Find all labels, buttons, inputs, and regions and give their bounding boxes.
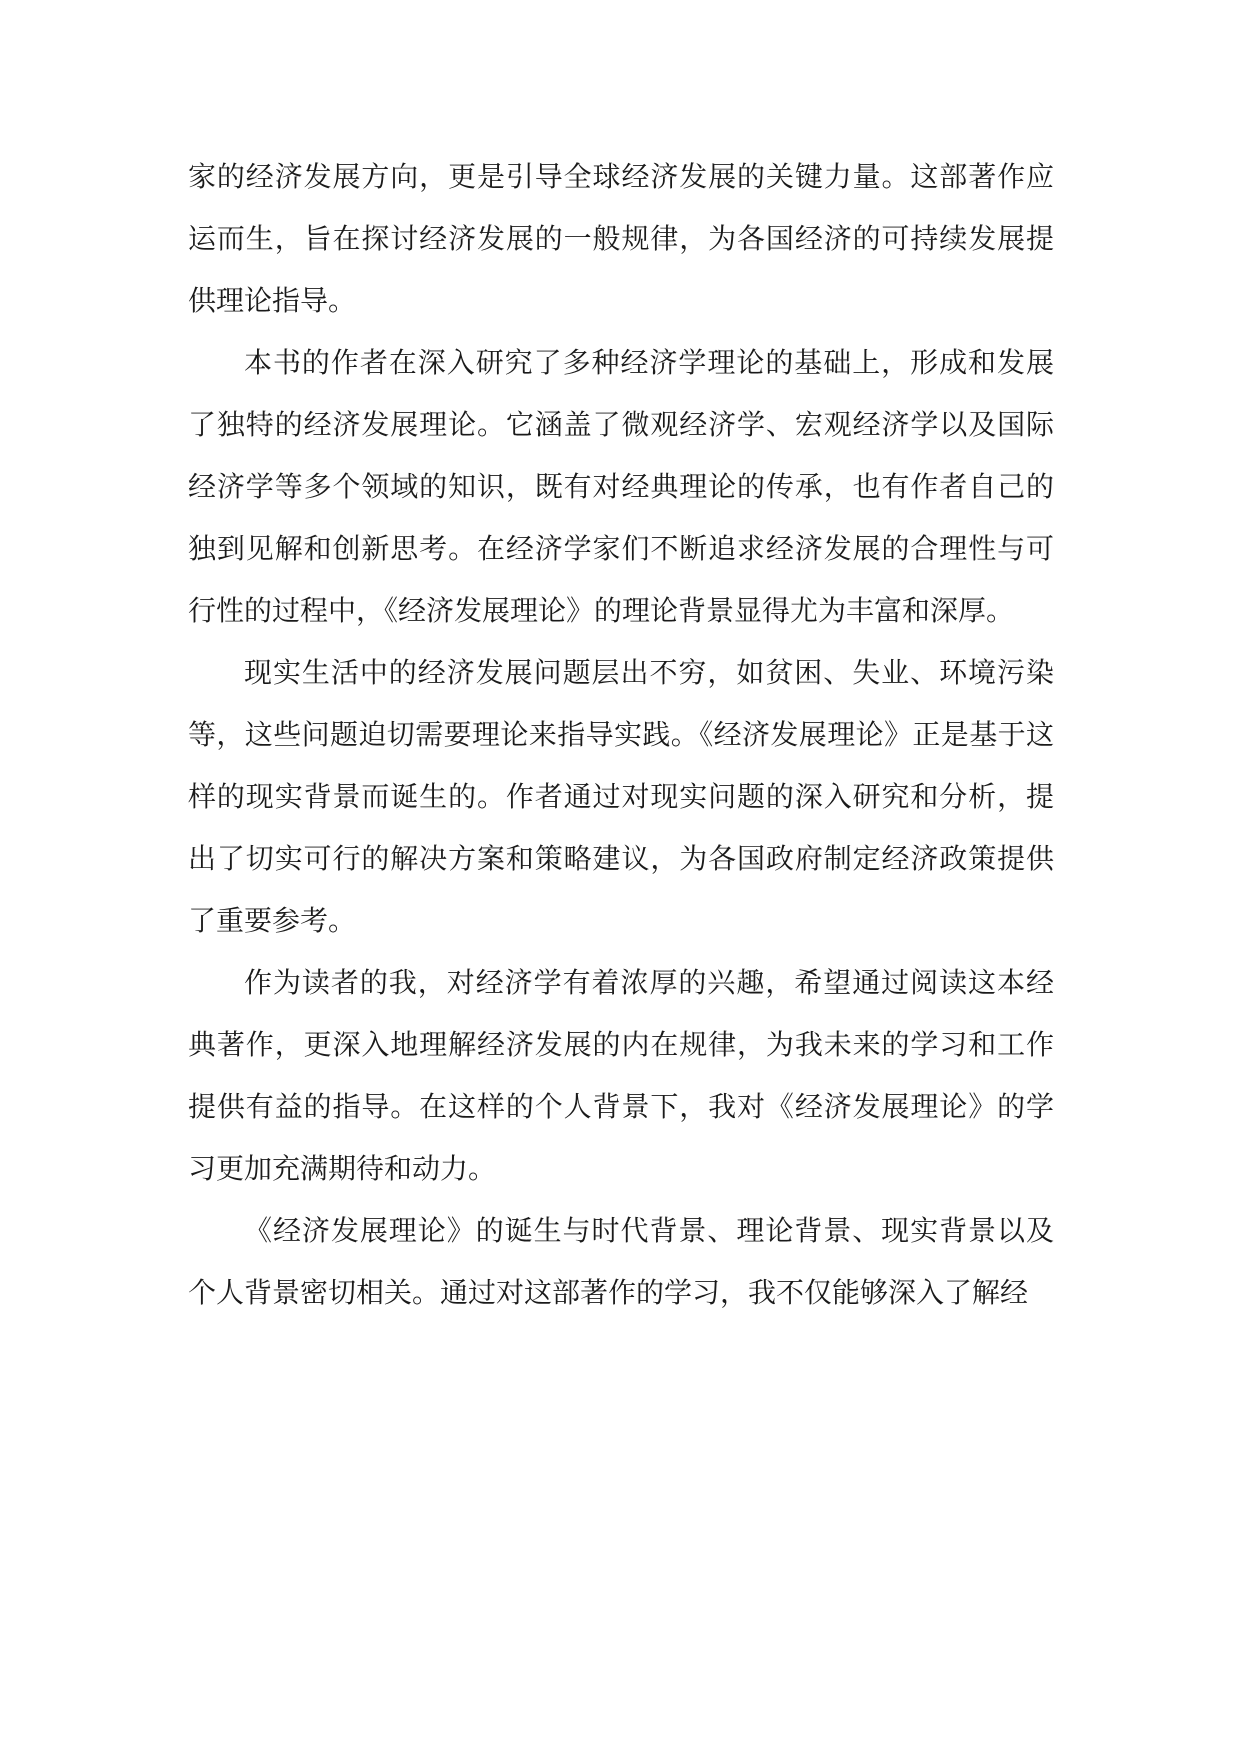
document-body: [188, 146, 1054, 1324]
paragraph-4: 作为读者的我，对经济学有着浓厚的兴趣，希望通过阅读这本经典著作，更深入地理解经济发展的内在规律，为我未来的学习和工作提供有益的指导。在这样的个人背景下，我对《经济发展理论》的学习更加充满期待和动力。: [188, 966, 1054, 1185]
paragraph-5: 《经济发展理论》的诞生与时代背景、理论背景、现实背景以及个人背景密切相关。通过对这部著作的学习，我不仅能够深入了解经: [188, 1214, 1054, 1309]
paragraph-1: 家的经济发展方向，更是引导全球经济发展的关键力量。这部著作应运而生，旨在探讨经济发展的一般规律，为各国经济的可持续发展提供理论指导。: [188, 160, 1054, 317]
paragraph-3: 现实生活中的经济发展问题层出不穷，如贫困、失业、环境污染等，这些问题迫切需要理论来指导实践。《经济发展理论》正是基于这样的现实背景而诞生的。作者通过对现实问题的深入研究和分析，提出了切实可行的解决方案和策略建议，为各国政府制定经济政策提供了重要参考。: [188, 656, 1054, 937]
paragraph-2: 本书的作者在深入研究了多种经济学理论的基础上，形成和发展了独特的经济发展理论。它涵盖了微观经济学、宏观经济学以及国际经济学等多个领域的知识，既有对经典理论的传承，也有作者自己的独到见解和创新思考。在经济学家们不断追求经济发展的合理性与可行性的过程中，《经济发展理论》的理论背景显得尤为丰富和深厚。: [188, 346, 1054, 627]
